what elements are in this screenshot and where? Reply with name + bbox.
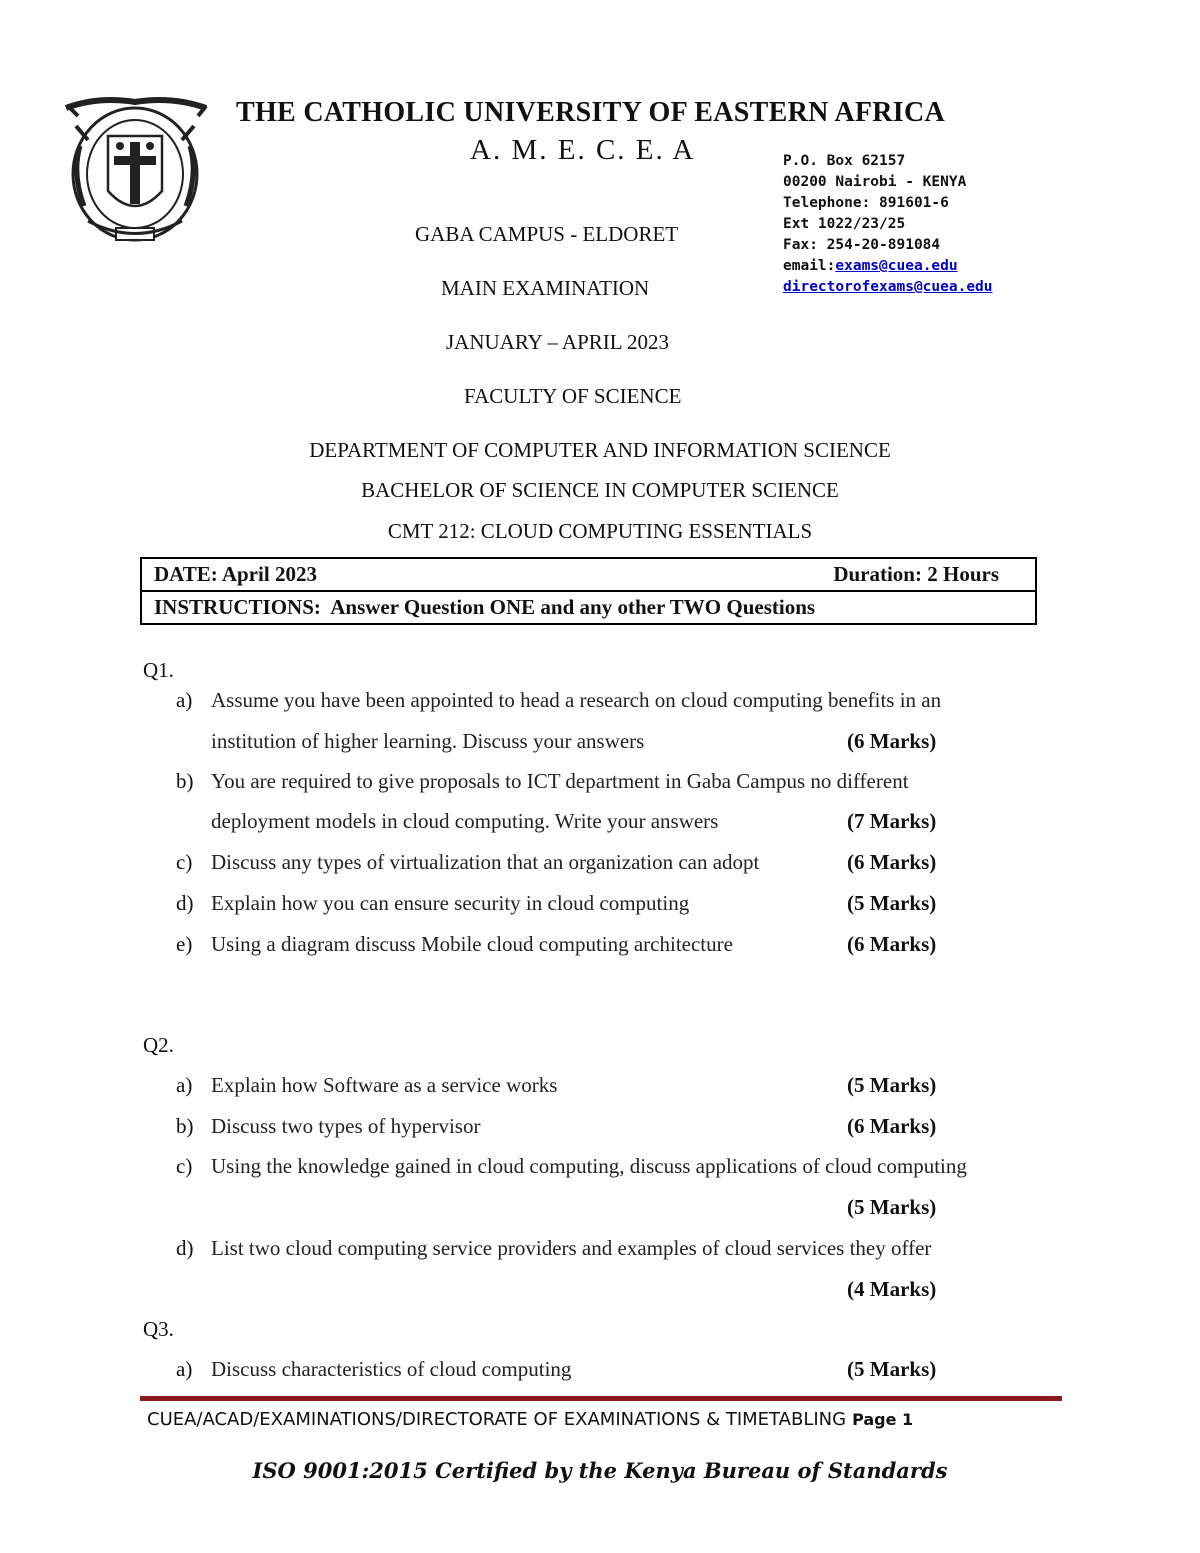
q1c-marks: (6 Marks) xyxy=(847,850,937,874)
instructions-row xyxy=(141,591,1036,624)
instructions-text: Answer Question ONE and any other TWO Questions xyxy=(330,595,816,619)
contact-box: P.O. Box 62157 xyxy=(783,153,906,169)
q2b-marks: (6 Marks) xyxy=(847,1114,937,1138)
question-3-label: Q3. xyxy=(143,1317,174,1341)
exam-duration: Duration: 2 Hours xyxy=(833,562,999,586)
q2c-letter: c) xyxy=(176,1154,193,1178)
programme: BACHELOR OF SCIENCE IN COMPUTER SCIENCE xyxy=(361,478,839,502)
contact-city: 00200 Nairobi - KENYA xyxy=(783,174,967,190)
q1e-letter: e) xyxy=(176,932,193,956)
date-row xyxy=(141,558,1036,591)
q1b-text-line2: deployment models in cloud computing. Write your answers xyxy=(211,809,719,833)
contact-email-row xyxy=(783,258,958,274)
q1e-marks: (6 Marks) xyxy=(847,932,937,956)
q2b-letter: b) xyxy=(176,1114,194,1138)
q2a-letter: a) xyxy=(176,1073,193,1097)
exam-period: JANUARY – APRIL 2023 xyxy=(446,330,670,354)
contact-ext: Ext 1022/23/25 xyxy=(783,216,906,232)
exam-date: DATE: April 2023 xyxy=(154,562,317,586)
q1a-text-line1: Assume you have been appointed to head a research on cloud computing benefits in an xyxy=(211,688,942,712)
instructions-label: INSTRUCTIONS: xyxy=(154,595,321,619)
q2c-marks: (5 Marks) xyxy=(847,1195,937,1219)
q1e-text: Using a diagram discuss Mobile cloud computing architecture xyxy=(211,932,733,956)
q1c-text: Discuss any types of virtualization that an organization can adopt xyxy=(211,850,760,874)
amecea-title: A. M. E. C. E. A xyxy=(470,134,696,166)
q3a-text: Discuss characteristics of cloud computing xyxy=(211,1357,572,1381)
exam-info-table xyxy=(140,557,1037,625)
department: DEPARTMENT OF COMPUTER AND INFORMATION SCIENCE xyxy=(309,438,891,462)
footer-ref-text: CUEA/ACAD/EXAMINATIONS/DIRECTORATE OF EXAMINATIONS & TIMETABLING xyxy=(147,1409,847,1430)
question-1-label: Q1. xyxy=(143,658,174,682)
footer-divider xyxy=(140,1396,1062,1401)
email-label: email: xyxy=(783,258,836,274)
exam-type: MAIN EXAMINATION xyxy=(441,276,650,300)
q1b-letter: b) xyxy=(176,769,194,793)
q1a-text-line2: institution of higher learning. Discuss your answers xyxy=(211,729,645,753)
q3a-letter: a) xyxy=(176,1357,193,1381)
page-number: Page 1 xyxy=(852,1410,914,1429)
q3a-marks: (5 Marks) xyxy=(847,1357,937,1381)
university-crest-icon xyxy=(58,96,213,246)
q2d-letter: d) xyxy=(176,1236,194,1260)
q1d-marks: (5 Marks) xyxy=(847,891,937,915)
iso-certification: ISO 9001:2015 Certified by the Kenya Bureau of Standards xyxy=(252,1458,948,1483)
contact-fax: Fax: 254-20-891084 xyxy=(783,237,941,253)
director-email-link[interactable]: directorofexams@cuea.edu xyxy=(783,279,993,295)
q2a-text: Explain how Software as a service works xyxy=(211,1073,558,1097)
q2a-marks: (5 Marks) xyxy=(847,1073,937,1097)
q2d-marks: (4 Marks) xyxy=(847,1277,937,1301)
q2c-text: Using the knowledge gained in cloud computing, discuss applications of cloud computing xyxy=(211,1154,967,1178)
q1d-letter: d) xyxy=(176,891,194,915)
q1c-letter: c) xyxy=(176,850,193,874)
q1a-marks: (6 Marks) xyxy=(847,729,937,753)
question-2-label: Q2. xyxy=(143,1033,174,1057)
footer-reference xyxy=(147,1409,913,1430)
q1b-text-line1: You are required to give proposals to ICT department in Gaba Campus no different xyxy=(211,769,909,793)
campus: GABA CAMPUS - ELDORET xyxy=(415,222,679,246)
q1b-marks: (7 Marks) xyxy=(847,809,937,833)
contact-telephone: Telephone: 891601-6 xyxy=(783,195,949,211)
q1a-letter: a) xyxy=(176,688,193,712)
q1d-text: Explain how you can ensure security in cloud computing xyxy=(211,891,690,915)
course-title: CMT 212: CLOUD COMPUTING ESSENTIALS xyxy=(387,519,813,543)
faculty: FACULTY OF SCIENCE xyxy=(464,384,682,408)
university-name: THE CATHOLIC UNIVERSITY OF EASTERN AFRICA xyxy=(236,97,946,128)
email-link[interactable]: exams@cuea.edu xyxy=(835,258,958,274)
contact-email2-row xyxy=(783,279,993,295)
q2b-text: Discuss two types of hypervisor xyxy=(211,1114,481,1138)
q2d-text: List two cloud computing service providers and examples of cloud services they offer xyxy=(211,1236,932,1260)
